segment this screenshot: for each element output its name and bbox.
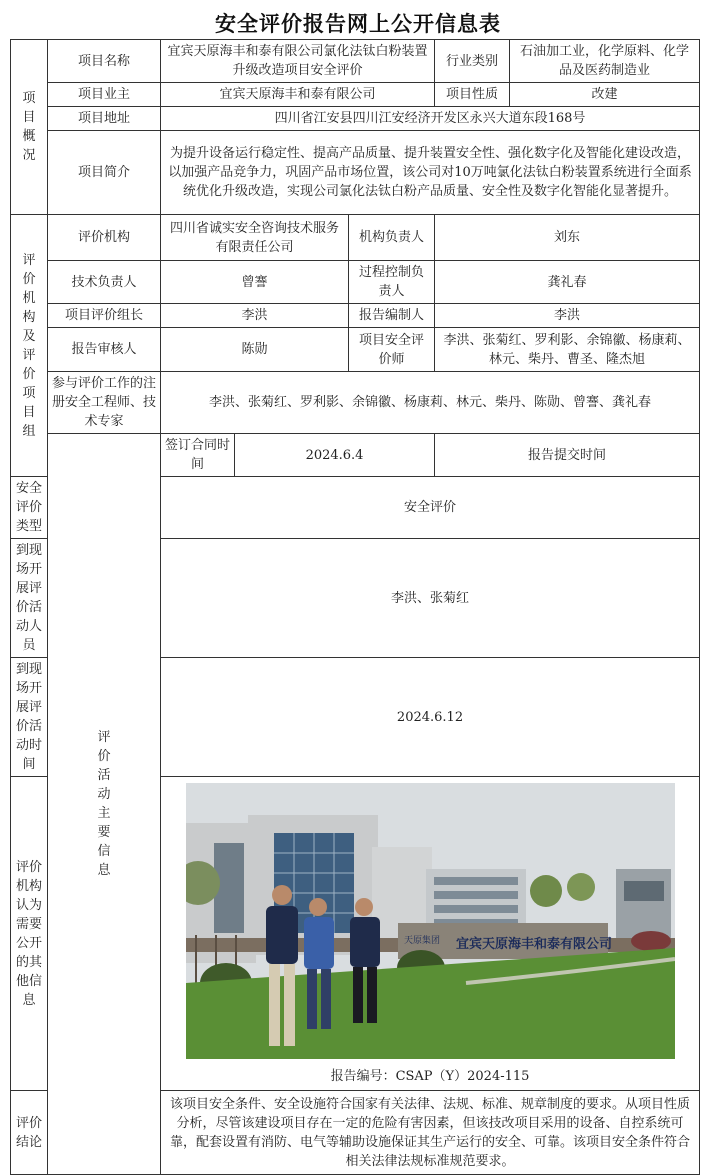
owner-label: 项目业主 bbox=[48, 83, 161, 107]
org-label: 评价机构 bbox=[48, 215, 161, 261]
industry-value: 石油加工业，化学原料、化学品及医药制造业 bbox=[510, 40, 700, 83]
intro-value: 为提升设备运行稳定性、提高产品质量、提升装置安全性、强化数字化及智能化建设改造，以加强产品竞争力，巩固产品市场位置，该公司对10万吨氯化法钛白粉装置系统进行全面系统优化升级改造，实现公司氯化法钛白粉产品质量、安全性及数字化智能化显著提升。 bbox=[161, 131, 700, 215]
engineers-value: 李洪、张菊红、罗利影、余锦徽、杨康莉、林元、柴丹、陈勋、曾謇、龚礼春 bbox=[161, 372, 700, 434]
type-label: 安全评价类型 bbox=[11, 477, 48, 539]
reviewer-label: 报告审核人 bbox=[48, 328, 161, 372]
project-name-label: 项目名称 bbox=[48, 40, 161, 83]
submit-label: 报告提交时间 bbox=[435, 434, 700, 477]
writer-label: 报告编制人 bbox=[349, 304, 435, 328]
industry-label: 行业类别 bbox=[435, 40, 510, 83]
tech-value: 曾謇 bbox=[161, 261, 349, 304]
tech-label: 技术负责人 bbox=[48, 261, 161, 304]
section-overview: 项目概况 bbox=[11, 40, 48, 215]
head-label: 机构负责人 bbox=[349, 215, 435, 261]
project-name-value: 宜宾天原海丰和泰有限公司氯化法钛白粉装置升级改造项目安全评价 bbox=[161, 40, 435, 83]
conclusion-value: 该项目安全条件、安全设施符合国家有关法律、法规、标准、规章制度的要求。从项目性质分析，尽管该建设项目存在一定的危险有害因素，但该技改项目采用的设备、自控系统可靠，配套设置有消防、电气等辅助设施保证其生产运行的安全、可靠。该项目安全条件符合相关法律法规标准规范要求。 bbox=[161, 1091, 700, 1175]
time-value: 2024.6.12 bbox=[161, 658, 700, 777]
page-title: 安全评价报告网上公开信息表 bbox=[215, 12, 501, 36]
conclusion-label: 评价结论 bbox=[11, 1091, 48, 1175]
owner-value: 宜宾天原海丰和泰有限公司 bbox=[161, 83, 435, 107]
contract-label: 签订合同时间 bbox=[161, 434, 235, 477]
photo-sign-left: 天原集团 bbox=[403, 936, 440, 946]
org-value: 四川省诚实安全咨询技术服务有限责任公司 bbox=[161, 215, 349, 261]
info-table bbox=[10, 39, 700, 1175]
other-info-label: 评价机构认为需要公开的其他信息 bbox=[11, 777, 48, 1091]
other-info-value bbox=[161, 777, 700, 1091]
time-label: 到现场开展评价活动时间 bbox=[11, 658, 48, 777]
head-value: 刘东 bbox=[435, 215, 700, 261]
intro-label: 项目简介 bbox=[48, 131, 161, 215]
writer-value: 李洪 bbox=[435, 304, 700, 328]
process-value: 龚礼春 bbox=[435, 261, 700, 304]
photo-sign-text: 宜宾天原海丰和泰有限公司 bbox=[455, 937, 612, 952]
process-label: 过程控制负责人 bbox=[349, 261, 435, 304]
site-photo bbox=[186, 783, 675, 1059]
section-agency: 评价机构及评价项目组 bbox=[11, 215, 48, 477]
leader-value: 李洪 bbox=[161, 304, 349, 328]
report-number: 报告编号：CSAP（Y）2024-115 bbox=[330, 1069, 530, 1084]
nature-value: 改建 bbox=[510, 83, 700, 107]
nature-label: 项目性质 bbox=[435, 83, 510, 107]
staff-value: 李洪、张菊红 bbox=[161, 539, 700, 658]
address-value: 四川省江安县四川江安经济开发区永兴大道东段168号 bbox=[161, 107, 700, 131]
assessors-value: 李洪、张菊红、罗利影、余锦徽、杨康莉、林元、柴丹、曹圣、隆杰旭 bbox=[435, 328, 700, 372]
section-activity: 评价活动主要信息 bbox=[48, 434, 161, 1175]
assessors-label: 项目安全评价师 bbox=[349, 328, 435, 372]
address-label: 项目地址 bbox=[48, 107, 161, 131]
leader-label: 项目评价组长 bbox=[48, 304, 161, 328]
type-value: 安全评价 bbox=[161, 477, 700, 539]
engineers-label: 参与评价工作的注册安全工程师、技术专家 bbox=[48, 372, 161, 434]
staff-label: 到现场开展评价活动人员 bbox=[11, 539, 48, 658]
reviewer-value: 陈勋 bbox=[161, 328, 349, 372]
contract-value: 2024.6.4 bbox=[235, 434, 435, 477]
